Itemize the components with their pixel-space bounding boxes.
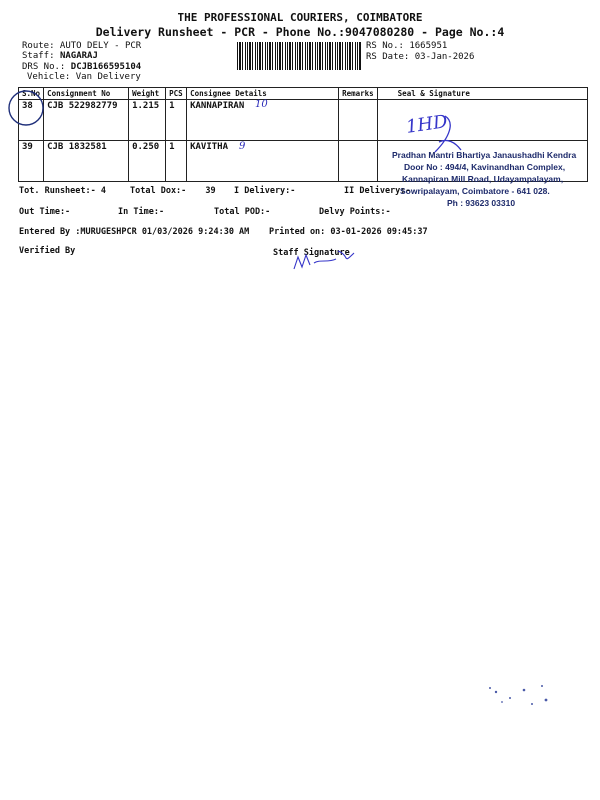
drs-label: DRS No.:	[22, 62, 71, 72]
signature-scribble: 1HD	[404, 111, 449, 138]
staff-signature-scribble-icon	[290, 245, 360, 275]
drs-number	[22, 62, 141, 72]
row-consignee: KANNAPIRAN	[187, 100, 339, 141]
rs-number: RS No.: 1665951	[366, 41, 448, 51]
handwritten-note-1: 10	[255, 99, 268, 110]
staff-value: NAGARAJ	[59, 51, 98, 61]
vehicle: Vehicle: Van Delivery	[27, 72, 141, 82]
route: Route: AUTO DELY - PCR	[22, 41, 142, 51]
row-sno: 38	[19, 100, 44, 141]
total-dox-label: Total Dox:-	[130, 186, 187, 196]
delvy-points: Delvy Points:-	[319, 207, 391, 217]
row-remarks	[339, 100, 378, 141]
out-time: Out Time:-	[19, 207, 71, 217]
stamp-line: Door No : 494/4, Kavinandhan Complex,	[404, 162, 566, 172]
row-consignee: KAVITHA	[187, 141, 339, 182]
entered-by: Entered By :MURUGESHPCR 01/03/2026 9:24:30 AM	[19, 227, 250, 237]
ii-delivery: II Delivery:-	[344, 186, 411, 196]
scan-specks-icon	[480, 680, 560, 710]
col-weight: Weight	[129, 88, 166, 100]
staff	[22, 51, 98, 61]
row-weight: 0.250	[129, 141, 166, 182]
stamp-line: Pradhan Mantri Bhartiya Janaushadhi Kendra	[392, 150, 577, 160]
total-dox	[130, 186, 216, 196]
stamp-line: Sowripalayam, Coimbatore - 641 028.	[400, 186, 550, 196]
total-dox-value: 39	[205, 186, 216, 196]
drs-value: DCJB166595104	[70, 62, 142, 72]
row-consignment: CJB 1832581	[44, 141, 129, 182]
row-remarks	[339, 141, 378, 182]
table-row	[19, 100, 588, 141]
row-sno: 39	[19, 141, 44, 182]
i-delivery: I Delivery:-	[234, 186, 296, 196]
rs-date: RS Date: 03-Jan-2026	[366, 52, 475, 62]
in-time: In Time:-	[118, 207, 165, 217]
staff-signature: Staff Signature	[273, 248, 350, 258]
handwritten-note-2: 9	[239, 141, 246, 152]
table-header-row	[19, 88, 588, 100]
stamp-line: Kannapiran Mill Road, Udayampalayam,	[402, 174, 564, 184]
col-consignment: Consignment No	[44, 88, 129, 100]
runsheet-subtitle: Delivery Runsheet - PCR - Phone No.:9047080280 - Page No.:4	[95, 25, 505, 39]
col-pcs: PCS	[166, 88, 187, 100]
total-pod: Total POD:-	[214, 207, 271, 217]
row-pcs: 1	[166, 141, 187, 182]
col-remarks: Remarks	[339, 88, 378, 100]
company-title: THE PROFESSIONAL COURIERS, COIMBATORE	[177, 11, 423, 24]
pharmacy-stamp	[392, 149, 576, 209]
col-sno: S.No	[19, 88, 44, 100]
staff-label: Staff:	[22, 51, 60, 61]
printed-on: Printed on: 03-01-2026 09:45:37	[269, 227, 428, 237]
tot-runsheet: Tot. Runsheet:- 4	[19, 186, 106, 196]
verified-by: Verified By	[19, 246, 76, 256]
stamp-line: Ph : 93623 03310	[447, 198, 516, 208]
row-consignment: CJB 522982779	[44, 100, 129, 141]
col-consignee: Consignee Details	[187, 88, 339, 100]
circle-mark-icon	[6, 88, 46, 128]
row-weight: 1.215	[129, 100, 166, 141]
barcode	[237, 42, 361, 70]
row-pcs: 1	[166, 100, 187, 141]
col-seal-signature: Seal & Signature	[377, 88, 587, 100]
